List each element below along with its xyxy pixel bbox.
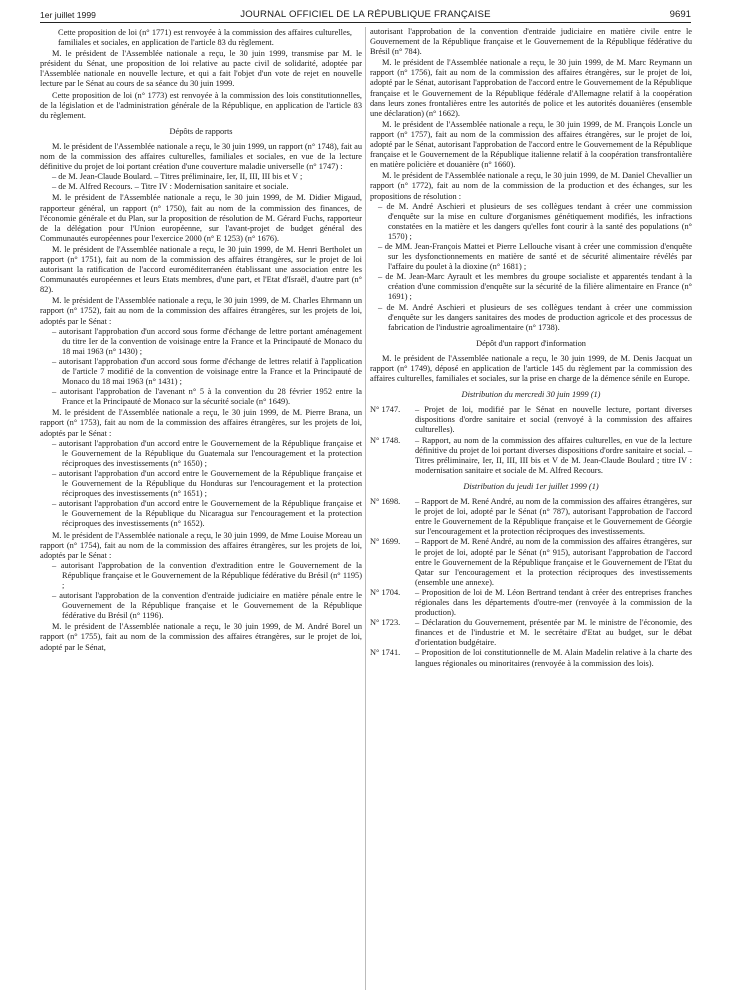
list-item: – de M. Alfred Recours. – Titre IV : Modernisation sanitaire et sociale.: [52, 182, 289, 192]
item-list: [40, 561, 362, 622]
paragraph: M. le président de l'Assemblée nationale a reçu, le 30 juin 1999, de M. Marc Reymann un rapport (n° 1756), fait au nom de la commission des affaires étrangères, sur le projet de loi, adopté par le Sénat, autorisant l'approbation de l'accord entre le Gouvernement de la République française et le Gouvernement de la République fédérale d'Allemagne relatif à la coopération dans leurs zones frontalières entre les autorités de police et les autorités douanières (ensemble une déclaration) (n° 1662).: [370, 58, 692, 118]
list-item: – autorisant l'approbation d'un accord sous forme d'échange de lettre portant aménagement du titre Ier de la convention de voisinage entre la France et la Principauté de Monaco du 18 mai 1963 (n° 1430) ;: [52, 326, 362, 356]
paragraph: M. le président de l'Assemblée nationale a reçu, le 30 juin 1999, de M. Daniel Chevallier un rapport (n° 1772), fait au nom de la commission de la production et des échanges, sur les propositions de résolution :: [370, 171, 692, 201]
list-item: – autorisant l'approbation d'un accord sous forme d'échange de lettres relatif à l'application de l'article 7 modifié de la convention de voisinage entre la France et la Principauté de Monaco du 18 mai 1963 (n° 1431) ;: [52, 356, 362, 387]
list-item: – de M. Jean-Marc Ayrault et les membres du groupe socialiste et apparentés tendant à la création d'une commission d'enquête sur la sécurité de la filière alimentaire en France (n° 1691) ;: [378, 272, 692, 302]
entry-number: N° 1723.: [370, 618, 401, 628]
distribution-entry: [370, 648, 692, 668]
paragraph: Cette proposition de loi (n° 1773) est renvoyée à la commission des lois constitutionnelles, de la législation et de l'administration générale de la République, en application de l'article 83 du règlement.: [40, 90, 362, 120]
list-item: – autorisant l'approbation d'un accord entre le Gouvernement de la République française et le Gouvernement de la République du Guatemala sur l'encouragement et la protection réciproques des investissements (n° 1650) ;: [52, 438, 362, 468]
list-item: – autorisant l'approbation de l'avenant n° 5 à la convention du 28 février 1952 entre la France et la Principauté de Monaco sur la sécurité sociale (n° 1649).: [52, 387, 362, 407]
right-column: [370, 27, 692, 669]
entry-text: – Proposition de loi de M. Léon Bertrand tendant à créer des entreprises franches régionales dans les départements d'outre-mer (renvoyée à la commission de la production).: [415, 587, 692, 618]
entry-number: N° 1748.: [370, 435, 401, 445]
distribution-entry: [370, 497, 692, 537]
paragraph: autorisant l'approbation de la convention d'entraide judiciaire en matière civile entre le Gouvernement de la République française et le Gouvernement de la République fédérative du Brésil (n° 784).: [370, 27, 692, 57]
paragraph: M. le président de l'Assemblée nationale a reçu, le 30 juin 1999, de M. André Borel un rapport (n° 1755), fait au nom de la commission des affaires étrangères, sur le projet de loi, adopté par le Sénat,: [40, 622, 362, 652]
distribution-entry: [370, 618, 692, 648]
item-list: [370, 202, 692, 333]
distribution-entry: [370, 405, 692, 435]
distribution-entry: [370, 588, 692, 618]
journal-title: JOURNAL OFFICIEL DE LA RÉPUBLIQUE FRANÇAISE: [240, 9, 491, 20]
paragraph: M. le président de l'Assemblée nationale a reçu, le 30 juin 1999, transmise par M. le président du Sénat, une proposition de loi relative au pacte civil de solidarité, adoptée par l'Assemblée nationale en nouvelle lecture, et qui a fait l'objet d'un vote de rejet en nouvelle lecture par le Sénat au cours de sa séance du 30 juin 1999.: [40, 49, 362, 89]
item-list: [40, 172, 362, 192]
distribution-entry: [370, 537, 692, 587]
entry-number: N° 1704.: [370, 587, 401, 597]
list-item: – autorisant l'approbation d'un accord entre le Gouvernement de la République française et le Gouvernement de la République du Nicaragua sur l'encouragement et la protection réciproques des investissements (n° 1652).: [52, 499, 362, 529]
section-heading: Dépôts de rapports: [169, 126, 233, 136]
entry-text: – Rapport de M. René André, au nom de la commission des affaires étrangères, sur le projet de loi, adopté par le Sénat (n° 915), autorisant l'approbation de l'accord entre le Gouvernement de la République française et le Gouvernement de l'Etat du Qatar sur l'encouragement et la protection réciproques des investissements (ensemble une annexe).: [415, 537, 692, 587]
item-list: [40, 327, 362, 408]
header-date: 1er juillet 1999: [40, 10, 96, 20]
list-item: – de M. André Aschieri et plusieurs de ses collègues tendant à créer une commission d'enquête sur les dangers sanitaires des modes de production agricole et des processus de fabrication de l'industrie agroalimentaire (n° 1738).: [378, 302, 692, 332]
section-heading: Distribution du jeudi 1er juillet 1999 (1): [463, 481, 599, 491]
paragraph: Cette proposition de loi (n° 1771) est renvoyée à la commission des affaires culturelles, familiales et sociales, en application de l'article 83 du règlement.: [58, 28, 352, 48]
paragraph: M. le président de l'Assemblée nationale a reçu, le 30 juin 1999, de M. Denis Jacquat un rapport (n° 1749), déposé en application de l'article 145 du règlement par la commission des affaires culturelles, familiales et sociales, sur la prise en charge de la démence sénile en Europe.: [370, 353, 692, 384]
entry-number: N° 1741.: [370, 648, 401, 658]
page-number: 9691: [669, 9, 691, 20]
entry-text: – Projet de loi, modifié par le Sénat en nouvelle lecture, portant diverses dispositions d'ordre sanitaire et social (renvoyé à la commission des affaires culturelles).: [415, 405, 692, 435]
paragraph: M. le président de l'Assemblée nationale a reçu, le 30 juin 1999, de Mme Louise Moreau un rapport (n° 1754), fait au nom de la commission des affaires étrangères, sur les projets de loi, adoptés par le Sénat :: [40, 530, 362, 560]
column-divider: [365, 27, 366, 990]
paragraph: M. le président de l'Assemblée nationale a reçu, le 30 juin 1999, de M. François Loncle un rapport (n° 1757), fait au nom de la commission des affaires étrangères, sur le projet de loi, adopté par le Sénat, autorisant l'approbation de l'accord entre le Gouvernement de la République française et le Gouvernement de la République italienne relatif à la coopération transfrontalière en matière policière et douanière (n° 1660).: [370, 119, 692, 170]
section-heading: Dépôt d'un rapport d'information: [476, 338, 586, 348]
list-item: – de MM. Jean-François Mattei et Pierre Lellouche visant à créer une commission d'enquête sur les dysfonctionnements en matière de santé et de sécurité alimentaire révélés par l'affaire du poulet à la dioxine (n° 1681) ;: [378, 241, 692, 272]
entry-text: – Rapport de M. René André, au nom de la commission des affaires étrangères, sur le projet de loi, adopté par le Sénat (n° 787), autorisant l'approbation de l'accord entre le Gouvernement de la République française et le Gouvernement de Géorgie sur l'encouragement et la protection réciproques des investissements.: [415, 497, 692, 537]
paragraph: M. le président de l'Assemblée nationale a reçu, le 30 juin 1999, de M. Charles Ehrmann un rapport (n° 1752), fait au nom de la commission des affaires étrangères, sur les projets de loi, adoptés par le Sénat :: [40, 296, 362, 326]
entry-text: – Rapport, au nom de la commission des affaires culturelles, en vue de la lecture définitive du projet de loi portant diverses dispositions d'ordre sanitaire et social. – Titres préliminaire, Ier, II, III, III bis et V de M. Jean-Claude Boulard ; titre IV : modernisation sanitaire et sociale de M. Alfred Recours.: [415, 435, 692, 475]
entry-text: – Proposition de loi constitutionnelle de M. Alain Madelin relative à la charte des langues régionales ou minoritaires (renvoyée à la commission des lois).: [415, 648, 692, 668]
entry-text: – Déclaration du Gouvernement, présentée par M. le ministre de l'économie, des finances et de l'industrie et M. le secrétaire d'Etat au budget, sur le débat d'orientation budgétaire.: [415, 618, 692, 648]
entry-number: N° 1699.: [370, 537, 401, 547]
section-heading: Distribution du mercredi 30 juin 1999 (1): [461, 390, 601, 400]
list-item: – autorisant l'approbation de la convention d'entraide judiciaire en matière pénale entre le Gouvernement de la République française et le Gouvernement de la République fédérative du Brésil (n° 1196).: [52, 591, 362, 621]
list-item: – de M. Jean-Claude Boulard. – Titres préliminaire, Ier, II, III, III bis et V ;: [52, 172, 303, 182]
list-item: – de M. André Aschieri et plusieurs de ses collègues tendant à créer une commission d'enquête sur la mise en culture d'organismes génétiquement modifiés, les infractions constatées en la matière et les dangers qu'elles font courir à la santé des populations (n° 1570) ;: [378, 201, 692, 241]
entry-number: N° 1698.: [370, 497, 401, 507]
entry-number: N° 1747.: [370, 405, 401, 415]
list-item: – autorisant l'approbation d'un accord entre le Gouvernement de la République française et le Gouvernement de la République du Honduras sur l'encouragement et la protection réciproques des investissements (n° 1651) ;: [52, 468, 362, 499]
distribution-entry: [370, 436, 692, 476]
paragraph: M. le président de l'Assemblée nationale a reçu, le 30 juin 1999, un rapport (n° 1748), fait au nom de la commission des affaires culturelles, familiales et sociales, en vue de la lecture définitive du projet de loi portant création d'une couverture maladie universelle (n° 1747) :: [40, 141, 362, 172]
paragraph: M. le président de l'Assemblée nationale a reçu, le 30 juin 1999, de M. Henri Bertholet un rapport (n° 1751), fait au nom de la commission des affaires étrangères, sur le projet de loi autorisant la ratification de l'accord euroméditerranéen établissant une association entre les Communautés européennes et leurs Etats membres, d'une part, et l'Etat d'Israël, d'autre part (n° 82).: [40, 244, 362, 295]
list-item: – autorisant l'approbation de la convention d'extradition entre le Gouvernement de la République française et le Gouvernement de la République fédérative du Brésil (n° 1195) ;: [52, 560, 362, 590]
paragraph: M. le président de l'Assemblée nationale a reçu, le 30 juin 1999, de M. Didier Migaud, rapporteur général, un rapport (n° 1750), fait au nom de la commission des finances, de l'économie générale et du Plan, sur la proposition de résolution de M. Gérard Fuchs, rapporteur de la délégation pour l'Union européenne, sur l'avant-projet de budget général des Communautés européennes pour l'exercice 2000 (n° E 1253) (n° 1676).: [40, 193, 362, 243]
paragraph: M. le président de l'Assemblée nationale a reçu, le 30 juin 1999, de M. Pierre Brana, un rapport (n° 1753), fait au nom de la commission des affaires étrangères, sur les projets de loi, adoptés par le Sénat :: [40, 408, 362, 438]
left-column: [40, 27, 362, 653]
header-rule: [40, 22, 691, 23]
item-list: [40, 439, 362, 530]
